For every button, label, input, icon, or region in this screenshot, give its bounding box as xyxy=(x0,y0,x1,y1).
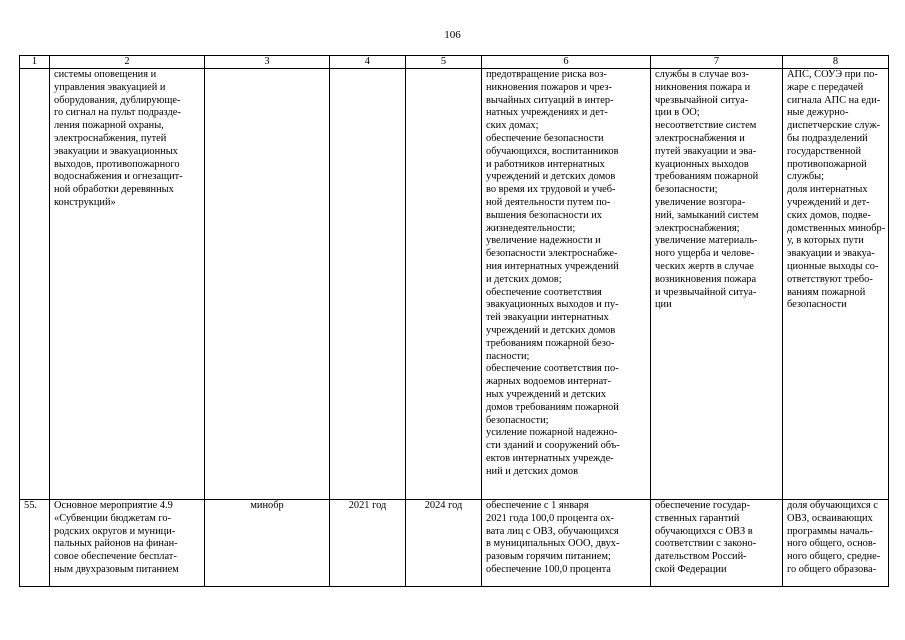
measure-name-cell: системы оповещения и управления эвакуацией и оборудования, дублирующе- го сигнал на пульт подразде- ления пожарной охраны, электроснабжения, путей эвакуации и эвакуационных выходов, противопожарного водоснабжения и огнезащит- ной обработки деревянных конструкций» xyxy=(50,69,205,500)
column-header: 8 xyxy=(783,56,889,69)
column-header: 1 xyxy=(20,56,50,69)
end-year-cell xyxy=(406,69,482,500)
indicator-cell: доля обучающихся с ОВЗ, осваивающих программы началь- ного общего, основ- ного общего, средне- го общего образова- xyxy=(783,500,889,587)
column-header: 2 xyxy=(50,56,205,69)
end-year-cell: 2024 год xyxy=(406,500,482,587)
column-numbers-row xyxy=(20,56,889,69)
executor-cell xyxy=(205,69,330,500)
column-header: 4 xyxy=(330,56,406,69)
column-header: 6 xyxy=(482,56,651,69)
expected-result-cell: предотвращение риска воз- никновения пожаров и чрез- вычайных ситуаций в интер- натных учреждениях и дет- ских домах; обеспечение безопасности обучающихся, воспитанников и работников интернатных учреждений и детских домов во время их трудовой и учеб- ной деятельности путем по- вышения безопасности их жизнедеятельности; увеличение надежности и безопасности электроснабже- ния интернатных учреждений и детских домов; обеспечение соответствия эвакуационных выходов и пу- тей эвакуации интернатных учреждений и детских домов требованиям пожарной безо- пасности; обеспечение соответствия по- жарных водоемов интернат- ных учреждений и детских домов требованиям пожарной безопасности; усиление пожарной надежно- сти зданий и сооружений объ- ектов интернатных учрежде- ний и детских домов xyxy=(482,69,651,500)
table-row xyxy=(20,500,889,587)
table-row xyxy=(20,69,889,500)
start-year-cell xyxy=(330,69,406,500)
executor-cell: минобр xyxy=(205,500,330,587)
column-header: 7 xyxy=(651,56,783,69)
expected-result-cell: обеспечение с 1 января 2021 года 100,0 процента ох- вата лиц с ОВЗ, обучающихся в муниципальных ООО, двух- разовым горячим питанием; обеспечение 100,0 процента xyxy=(482,500,651,587)
column-header: 5 xyxy=(406,56,482,69)
consequences-cell: обеспечение государ- ственных гарантий обучающихся с ОВЗ в соответствии с законо- дательством Россий- ской Федерации xyxy=(651,500,783,587)
measures-table xyxy=(19,55,889,587)
start-year-cell: 2021 год xyxy=(330,500,406,587)
indicator-cell: АПС, СОУЭ при по- жаре с передачей сигнала АПС на еди- ные дежурно- диспетчерские служ- бы подразделений государственной противопожарной службы; доля интернатных учреждений и дет- ских домов, подве- домственных минобр- у, в которых пути эвакуации и эвакуа- ционные выходы со- ответствуют требо- ваниям пожарной безопасности xyxy=(783,69,889,500)
row-number-cell xyxy=(20,69,50,500)
measure-name-cell: Основное мероприятие 4.9 «Субвенции бюджетам го- родских округов и муници- пальных районов на финан- совое обеспечение бесплат- ным двухразовым питанием xyxy=(50,500,205,587)
row-number-cell: 55. xyxy=(20,500,50,587)
consequences-cell: службы в случае воз- никновения пожара и чрезвычайной ситуа- ции в ОО; несоответствие систем электроснабжения и путей эвакуации и эва- куационных выходов требованиям пожарной безопасности; увеличение возгора- ний, замыканий систем электроснабжения; увеличение материаль- ного ущерба и челове- ческих жертв в случае возникновения пожара и чрезвычайной ситуа- ции xyxy=(651,69,783,500)
column-header: 3 xyxy=(205,56,330,69)
page-number: 106 xyxy=(444,29,461,41)
